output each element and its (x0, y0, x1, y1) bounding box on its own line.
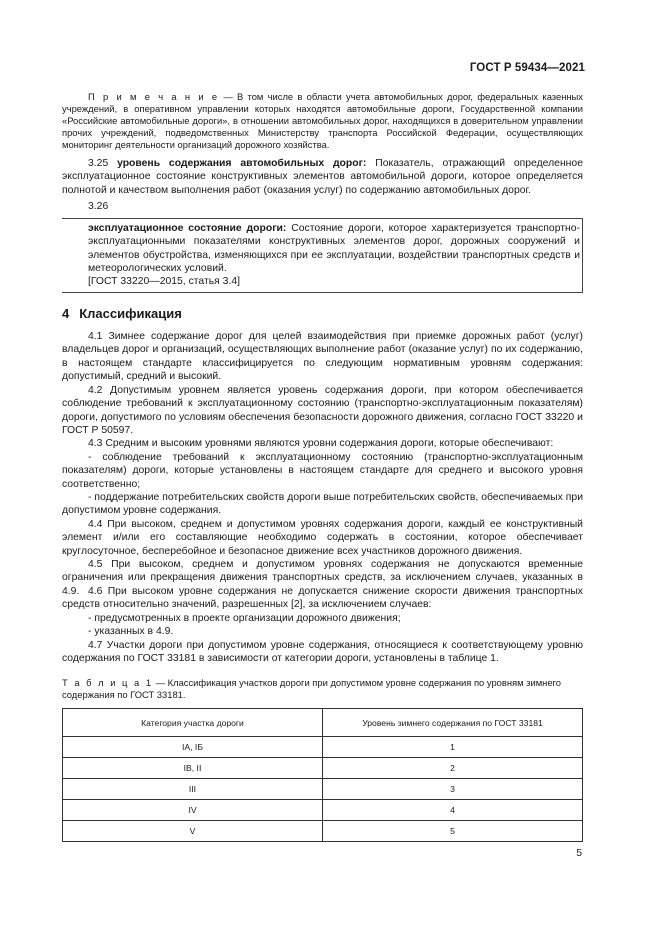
definition-reference: [ГОСТ 33220—2015, статья 3.4] (88, 276, 240, 287)
document-code: ГОСТ Р 59434—2021 (469, 62, 585, 74)
note-paragraph (62, 91, 583, 151)
table-cell-category: IV (63, 800, 323, 821)
paragraph-4-2: 4.2 Допустимым уровнем является уровень содержания дороги, при котором обеспечивается соблюдение требований к эксплуатационному состоянию (транспортно-эксплуатационным показателям) дороги, допустимого по условиям обеспечения безопасности дорожного движения, согласно ГОСТ 33220 и ГОСТ Р 50597. (62, 385, 583, 436)
table-header-category: Категория участка дороги (63, 709, 323, 737)
table-caption (62, 677, 583, 701)
paragraph-4-6: 4.6 При высоком уровне содержания не допускается снижение скорости движения транспортных средств относительно значений, разрешенных [2], за исключением случаев: (62, 586, 583, 611)
box-right-border (582, 219, 583, 292)
table-cell-level: 1 (323, 737, 583, 758)
table-row (63, 800, 583, 821)
table-cell-category: IA, IБ (63, 737, 323, 758)
table-cell-level: 2 (323, 758, 583, 779)
note-label: П р и м е ч а н и е (88, 91, 220, 102)
paragraph-4-4: 4.4 При высоком, среднем и допустимом уровнях содержания дороги, каждый ее конструктивный элемент и/или его составляющие необходимо содержать в состоянии, которое обеспечивает круглосуточное, бесперебойное и безопасное движение всех участников дорожного движения. (62, 519, 583, 557)
table-cell-category: IB, II (63, 758, 323, 779)
paragraph-4-3: 4.3 Средним и высоким уровнями являются уровни содержания дороги, которые обеспечивают: (88, 438, 554, 449)
table-row (63, 779, 583, 800)
definition-text: Состояние дороги, которое характеризуется транспортно-эксплуатационными показателями конструктивных элементов дорог, дорожных сооружений и элементов обустройства, изменяющихся при ее эксплуатации, воздействии транспортных средств и метеорологических условий. (88, 223, 580, 274)
item-number: 3.25 (88, 158, 118, 169)
table-row (63, 821, 583, 842)
table-cell-category: III (63, 779, 323, 800)
classification-table (62, 708, 583, 842)
table-cell-level: 4 (323, 800, 583, 821)
section-heading (62, 306, 182, 321)
definition-text: Показатель, отражающий определенное эксплуатационное состояние конструктивных элементов автомобильной дороги, которое определяется полнотой и качеством выполнения работ (оказания услуг) по содержанию автомобильных дорог. (62, 158, 583, 196)
paragraph-4-3-item-b: - поддержание потребительских свойств дороги выше потребительских свойств, обеспечиваемых при допустимом уровне содержания. (62, 492, 583, 517)
table-row (63, 758, 583, 779)
table-caption-label: Т а б л и ц а 1 (62, 677, 154, 688)
paragraph-4-3-item-a: - соблюдение требований к эксплуатационному состоянию (транспортно-эксплуатационным показателям) дороги, которые установлены в настоящем стандарте для среднего и высокого уровня соответственно; (62, 452, 583, 490)
table-cell-level: 3 (323, 779, 583, 800)
definition-3-25 (62, 157, 583, 197)
paragraph-4-6-item-b: - указанных в 4.9. (88, 626, 174, 637)
table-cell-category: V (63, 821, 323, 842)
term-title: эксплуатационное состояние дороги: (88, 223, 287, 234)
paragraph-4-1: 4.1 Зимнее содержание дорог для целей взаимодействия при приемке дорожных работ (услуг) владельцев дорог и организаций, осуществляющих выполнение работ (оказание услуг) по их содержанию, в настоящем стандарте классифицируется по следующим нормативным уровням содержания: допустимый, средний и высокий. (62, 331, 583, 382)
table-cell-level: 5 (323, 821, 583, 842)
table-header-level: Уровень зимнего содержания по ГОСТ 33181 (323, 709, 583, 737)
table-row (63, 737, 583, 758)
definition-3-26 (88, 222, 580, 275)
item-number-3-26: 3.26 (88, 201, 109, 212)
section-number: 4 (62, 306, 70, 321)
table-header-row (63, 709, 583, 737)
term-title: уровень содержания автомобильных дорог: (117, 158, 367, 169)
paragraph-4-5: 4.5 При высоком, среднем и допустимом уровнях содержания не допускаются временные ограничения или прекращения движения транспортных средств, за исключением случаев, указанных в 4.9. (62, 559, 583, 597)
page-number: 5 (576, 848, 582, 859)
table-caption-text: — Классификация участков дороги при допустимом уровне содержания по уровням зимнего содержания по ГОСТ 33181. (62, 677, 561, 700)
paragraph-4-7: 4.7 Участки дороги при допустимом уровне содержания, относящиеся к соответствующему уровню содержания по ГОСТ 33181 в зависимости от категории дороги, установлены в таблице 1. (62, 640, 583, 665)
section-title: Классификация (79, 306, 182, 321)
paragraph-4-6-item-a: - предусмотренных в проекте организации дорожного движения; (88, 613, 401, 624)
note-text: — В том числе в области учета автомобильных дорог, федеральных казенных учреждений, в оперативном управлении которых находятся автомобильные дороги, Государственной компании «Российские автомобильные дороги», в отношении автомобильных дорог, находящихся в доверительном управлении прочих учреждений, подведомственных Министерству транспорта Российской Федерации, осуществляющих мониторинг деятельности организаций дорожного хозяйства. (62, 91, 583, 150)
